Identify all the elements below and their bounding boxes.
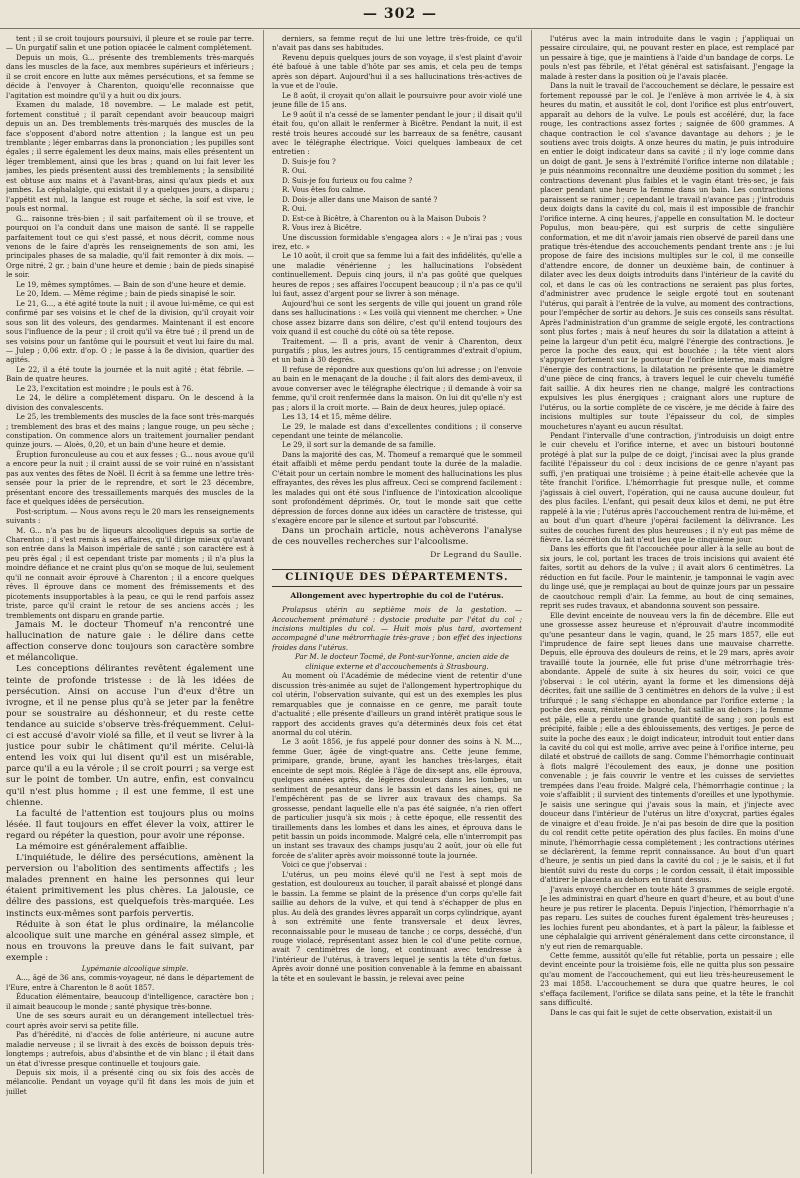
paragraph: Dans le cas qui fait le sujet de cette observation, existait-il un [550,1007,773,1017]
paragraph: Le 22, il a été toute la journée et la nuit agité ; état fébrile. — Bain de quatre heures. [6,364,254,384]
paragraph: Revenu depuis quelques jours de son voyage, il s'est plaint d'avoir été bafoué à une table d'hôte par ses amis, et cela peu de temps après son départ. Aujourd'hui il a ses hallucinations très-actives de la vue et de l'ouïe. [272,52,522,91]
paragraph: J'avais envoyé chercher en toute hâte 3 grammes de seigle ergoté. Je les administrai en quart d'heure en quart d'heure, et au bout d'une heure je pus retirer le placenta. Depuis l'injection, l'hémorrhagie n'a pas reparu. Les suites de couches furent également très-heureuses ; les lochies furent peu abondantes, et à part la pâleur, la faiblesse et une céphalalgie qui arrivent généralement dans cette circonstance, il n'y eut rien de remarquable. [540,884,794,951]
page-number: — 302 — [363,6,437,22]
paragraph: A..., âgé de 36 ans, commis-voyageur, né dans le département de l'Eure, entre à Charenton le 8 août 1857. [6,973,254,992]
paragraph: D. Dois-je aller dans une Maison de santé ? [282,194,438,204]
column-divider [531,30,532,1174]
paragraph: M. G... n'a pas bu de liqueurs alcooliques depuis sa sortie de Charenton ; il s'est remis à ses affaires, qu'il dirige mieux qu'avant son entrée dans la Maison impériale de santé ; son caractère est à peu près égal ; il est cependant triste par moments ; il n'a plus la moindre défiance et ne craint plus qu'on se moque de lui, seulement qu'il ne connait avoir éprouvé à Charenton ; il a encore quelques rêves. Il éprouve dans ce moment des frémissements et des picotements insupportables à la peau, ce qui le rend parfois assez triste, parce qu'il craint le retour de ses anciens accès ; les tremblements ont disparu en grande partie. [6,525,254,620]
paragraph: Aujourd'hui ce sont les sergents de ville qui jouent un grand rôle dans ses hallucinations : « Les voilà qui viennent me chercher. » Une chose assez bizarre dans son délire, c'est qu'il entend toujours des voix quand il est couché du côté où sa tête repose. [272,298,522,337]
paragraph: Dans la majorité des cas, M. Thomeuf a remarqué que le sommeil était affaibli et même perdu pendant toute la durée de la maladie. C'était pour un certain nombre le moment des hallucinations les plus effrayantes, des rêves les plus affreux. Ceci se comprend facilement : les malades qui ont été sous l'influence de l'intoxication alcoolique sont profondément déprimés. Or, tout le monde sait que cette dépression de forces donne aux idées un caractère de tristesse, qui s'exagère encore par le silence et surtout par l'obscurité. [272,449,522,526]
paragraph: Traitement. — Il a pris, avant de venir à Charenton, deux purgatifs ; plus, les autres jours, 15 centigrammes d'extrait d'opium, et un bain à 30 degrés. [272,336,522,365]
paragraph: l'utérus avec la main introduite dans le vagin ; j'appliquai un pessaire circulaire, qui, ne pouvant rester en place, est remplacé par un pessaire à tige, que je maintiens à l'aide d'un bandage de corps. Le pouls n'est pas fébrile, et l'état général est satisfaisant. J'engage la malade à rester dans la position où je l'avais placée. [540,34,794,81]
paragraph: Éducation élémentaire, beaucoup d'intelligence, caractère bon ; il aimait beaucoup le monde ; santé physique très-bonne. [6,992,254,1011]
paragraph: Le 9 août il n'a cessé de se lamenter pendant le jour ; il disait qu'il était fou, qu'on allait le renfermer à Bicêtre. Pendant la nuit, il est resté trois heures accoudé sur les barreaux de sa fenêtre, causant avec le télégraphe électrique. Voici quelques lambeaux de cet entretien : [272,109,522,157]
column-2 [272,34,522,1170]
paragraph: Le 25, les tremblements des muscles de la face sont très-marqués ; tremblement des bras et des mains ; langue rouge, un peu sèche ; constipation. On commence alors un traitement journalier pendant quinze jours. — Aloès, 0,20, et un bain d'une heure et demie. [6,412,254,450]
paragraph: derniers, sa femme reçut de lui une lettre très-froide, ce qu'il n'avait pas dans ses habitudes. [272,34,522,53]
paragraph: Dans les efforts que fit l'accouchée pour aller à la selle au bout de six jours, le col, portant les traces de trois incisions qui avaient été faites, sortit au dehors de la vulve ; il avait alors 6 centimètres. La réduction en fut facile. Pour le maintenir, je tamponnai le vagin avec du linge usé, que je remplaçai au bout de quinze jours par un pessaire de caoutchouc rempli d'air. La femme, au bout de cinq semaines, reprit ses rudes travaux, et abandonna souvent son pessaire. [540,544,794,611]
paragraph: Éruption furonculeuse au cou et aux fesses ; G... nous avoue qu'il a encore peur la nuit ; il craint aussi de se voir ruiné en n'assistant pas aux ventes des fêtes de Noël. Il écrit à sa femme une lettre très-sensée pour la prier de le reprendre, et sort le 23 décembre, présentant encore des tressaillements marqués des muscles de la face et quelques idées de persécution. [6,449,254,507]
paragraph: Voici ce que j'observai : [282,860,367,870]
paragraph: Le 21, G..., a été agité toute la nuit ; il avoue lui-même, ce qui est confirmé par ses voisins et le chef de la division, qu'il croyait voir sous son lit des voleurs, des gendarmes. Maintenant il est encore sous l'influence de la peur ; il croit qu'il va être tué ; il prend un de ses voisins pour un fantôme qui le poursuit et veut lui faire du mal. — Julep ; 0,06 extr. d'op. O ; le passe à la 8e division, quartier des agités. [6,298,254,365]
article-subtitle: Allongement avec hypertrophie du col de l'utérus. [290,590,504,600]
paragraph: Elle devint enceinte de nouveau vers la fin de décembre. Elle eut une grossesse assez heureuse et n'éprouvait d'autre incommodité qu'une pesanteur dans le vagin, quand, le 25 mars 1857, elle eut l'imprudence de faire sept lieues dans une mauvaise charrette. Depuis, elle éprouva des douleurs de reins, et le 29 mars, après avoir travaillé toute la journée, elle fut prise d'une métrorrhagie très-abondante. Appelé de suite à six heures du soir, voici ce que j'observai : le col utérin, ayant la forme et les dimensions déjà décrites, fait une saillie de 3 centimètres en dehors de la vulve ; il est trifurqué ; le sang s'échappe en abondance par l'orifice externe ; la poche des eaux, rénitente de bouche, fait saillie au dehors ; la femme est pâle, elle a perdu une grande quantité de sang ; son pouls est précipité, faible ; elle a des éblouissements, des vertiges. Je perce de suite la poche des eaux ; le doigt indicateur, introduit tout entier dans la cavité du col qui est molle, arrive avec peine à l'orifice interne, peu dilaté et obstrué de caillots de sang. Comme l'hémorrhagie continuait à flots malgré l'écoulement des eaux, je donne une position convenable ; je fais couvrir le ventre et les cuisses de serviettes trempées dans l'eau froide. Malgré cela, l'hémorrhagie continue ; la voie s'affaiblit ; il survient des tintements d'oreilles et une lypothymie. Je saisis une seringue qui j'avais sous la main, et j'injecte avec douceur dans l'intérieur de l'utérus un litre d'oxycrat, parties égales de vinaigre et d'eau froide. Je n'ai pas besoin de dire que la position du col rendit cette petite opération des plus faciles. En moins d'une minute, l'hémorrhagie cessa complétement ; les contractions utérines se déclarèrent, la femme reprit connaissance. Au bout d'un quart d'heure, je sentis un pied dans la cavité du col ; je le saisis, et il fut bientôt suivi du reste du corps ; le cordon cessait, il était impossible d'attirer le placenta au dehors en tirant dessus. [540,610,794,885]
paragraph: Le 19, mêmes symptômes. — Bain de son d'une heure et demie. [16,279,246,289]
page-header [0,2,800,29]
paragraph: Dans la nuit le travail de l'accouchement se déclare, le pessaire est fortement repoussé par le col. Je l'enlève à mon arrivée le 4, à six heures du matin, et aussitôt le col, dont l'orifice est plus entr'ouvert, apparaît au dehors de la vulve. Le pouls est accéléré, dur, la face rouge, les contractions assez fortes ; saignée de 600 grammes. A chaque contraction le col s'avance davantage au dehors ; je le soutiens avec trois doigts. A onze heures du matin, je puis introduire en entier le doigt indicateur dans sa cavité ; il n'y loge comme dans un doigt de gant. Je sens à l'extrémité l'orifice interne non dilatable ; je puis néanmoins reconnaître une deuxième position du sommet ; les contractions devenant plus faibles et le vagin étant très-sec, je fais placer pendant une heure la femme dans un bain. Les contractions paraissent se ranimer ; cependant le travail n'avance pas ; j'introduis deux doigts dans la cavité du col, mais il est impossible de franchir l'orifice interne. A cinq heures, j'appelle en consultation M. le docteur Populus, mon beau-père, qui est surpris de cette singulière conformation, et me dit n'avoir jamais rien observé de pareil dans une pratique très-étendue des accouchements pendant trente ans : je lui propose de faire des incisions multiples sur le col, il me conseille d'attendre encore, de donner un deuxième bain, de continuer à dilater avec les deux doigts introduits dans l'intérieur de la cavité du col, et dans le cas où les contractions ne seraient pas plus fortes, d'administrer avec prudence le seigle ergoté tout en soutenant l'utérus, qui paraît à l'entrée de la vulve, au moment des contractions, pour l'empêcher de sortir au dehors. Je suis ces conseils sans résultat. Après l'administration d'un gramme de seigle ergoté, les contractions sont plus fortes ; mais à neuf heures du soir la dilatation a atteint à peine la largeur d'un petit écu, malgré l'énergie des contractions. Je perce la poche des eaux, qui est bouchée ; la tête vient alors s'appuyer fortement sur le pourtour de l'orifice interne, mais malgré l'énergie des contractions, la dilatation ne présente que le diamètre d'une pièce de cinq francs, à travers lequel le cuir chevelu tuméfié fait saillie. A dix heures rien ne change, malgré les contractions expulsives les plus énergiques ; craignant alors une rupture de l'utérus, ou la sortie complète de ce viscère, je me décide à faire des incisions multiples sur toute l'épaisseur du col, de simples mouchetures n'ayant eu aucun résultat. [540,81,794,431]
paragraph: Il refuse de répondre aux questions qu'on lui adresse ; on l'envoie au bain en le menaçant de la douche ; il fait alors des demi-aveux, il avoue converser avec le télégraphe électrique ; il demande à voir sa femme, qu'il croit renfermée dans la maison. On lui dit qu'elle n'y est pas ; alors il la croit morte. — Bain de deux heures, julep opiacé. [272,364,522,412]
paragraph: La faculté de l'attention est toujours plus ou moins lésée. Il faut toujours en effet élever la voix, attirer le regard ou répéter la question, pour avoir une réponse. [6,808,254,841]
paragraph: La mémoire est généralement affaiblie. [16,841,188,852]
paragraph: Cette femme, aussitôt qu'elle fut rétablie, porta un pessaire ; elle devint enceinte pour la troisième fois, elle ne quitta plus son pessaire qu'au moment de l'accouchement, qui eut lieu très-heureusement le 23 mai 1858. L'accouchement se dura que quatre heures, le col s'effaça facilement, l'orifice se dilata sans peine, et la tête le franchit sans difficulté. [540,950,794,1008]
paragraph: L'inquiétude, le délire des persécutions, amènent la perversion ou l'abolition des sentiments affectifs ; les malades prennent en haine les personnes qui leur étaient primitivement les plus chères. La jalousie, ce délire des passions, est quelquefois très-marquée. Les instincts eux-mêmes sont parfois pervertis. [6,853,254,919]
paragraph: Au moment où l'Académie de médecine vient de retentir d'une discussion très-animée au sujet de l'allongement hypertrophique du col utérin, l'observation suivante, qui est un des exemples les plus remarquables que je connaisse en ce genre, me paraît toute d'actualité ; elle présente d'ailleurs un grand intérêt pratique sous le rapport des accidents graves qu'a déterminés deux fois cet état anormal du col utérin. [272,671,522,737]
paragraph: Le 10 août, il croit que sa femme lui a fait des infidélités, qu'elle a une maladie vénérienne ; les hallucinations l'obsèdent continuellement. Depuis cinq jours, il n'a pas goûté que quelques heures de repos ; ses affaires l'occupent beaucoup ; il n'a pas ce qu'il lui faut, assez d'argent pour se livrer à son ménage. [272,251,522,299]
paragraph: D. Suis-je fou ? [282,156,336,166]
paragraph: Les 13, 14 et 15, même délire. [282,412,392,422]
column-3 [540,34,794,1170]
paragraph: Les conceptions délirantes revêtent également une teinte de profonde tristesse : de là les idées de persécution. Ainsi on accuse l'un d'eux d'être un ivrogne, et il ne pense plus qu'à se jeter par la fenêtre pour se soustraire au déshonneur, et du reste cette tendance au suicide s'observe très-fréquemment. Celui-ci est accusé d'avoir violé sa fille, et il veut se livrer à la justice pour subir le châtiment qu'il mérite. Celui-là entend les voix qui lui disent qu'il est un misérable, parce qu'il a eu la vérole ; il se croit pourri ; sa verge est sur le point de tomber. Un autre, enfin, est convaincu qu'il n'est plus homme ; il est une femme, il est une chienne. [6,664,254,808]
paragraph: Réduite à son état le plus ordinaire, la mélancolie alcoolique suit une marche en général assez simple, et nous en trouvons la preuve dans le fait suivant, par exemple : [6,919,254,963]
paragraph: Le 20, Idem. — Même régime ; bain de pieds sinapisé le soir. [16,289,236,299]
section-heading: CLINIQUE DES DÉPARTEMENTS. [272,569,522,586]
paragraph: D. Suis-je fou furieux ou fou calme ? [282,175,413,185]
paragraph: Une discussion formidable s'engagea alors : « Je n'irai pas ; vous irez, etc. » [272,232,522,251]
paragraph: Lypémanie alcoolique simple. [81,964,189,973]
paragraph: Le 29, il sort sur la demande de sa famille. [282,440,436,450]
paragraph: Pendant l'intervalle d'une contraction, j'introduisis un doigt entre le cuir chevelu et l'orifice interne, et avec un bistouri boutonné protégé à plat sur la pulpe de ce doigt, j'incisai avec la plus grande facilité l'épaisseur du col : deux incisions de ce genre n'ayant pas suffi, j'en pratiquai une troisième ; à peine était-elle achevée que la tête franchit l'orifice. L'hémorrhagie fut presque nulle, et comme j'agissais à ciel ouvert, l'opération, qui ne causa aucune douleur, fut des plus faciles. L'enfant, qui pesait deux kilos et demi, ne put être rappelé à la vie ; l'utérus après l'accouchement rentra de lui-même, et au bout d'un quart d'heure j'opérai facilement la délivrance. Les suites de couches furent des plus heureuses ; il n'y eut pas même de fièvre. La sécrétion du lait n'eut lieu que le cinquième jour. [540,431,794,545]
author-signature: Dr Legrand du Saulle. [430,549,522,559]
paragraph: D. Est-ce à Bicêtre, à Charenton ou à la Maison Dubois ? [282,213,487,223]
paragraph: Dans un prochain article, nous achèverons l'analyse de ces nouvelles recherches sur l'alcoolisme. [272,525,522,547]
column-1 [6,34,254,1170]
paragraph: Depuis six mois, il a présenté cinq ou six fois des accès de mélancolie. Pendant un voyage qu'il fit dans les mois de juin et juillet [6,1067,254,1096]
paragraph: Examen du malade, 18 novembre. — Le malade est petit, fortement constitué ; il paraît cependant avoir beaucoup maigri depuis un an. Des tremblements très-marqués des muscles de la face s'opposent d'abord notre attention ; la langue est un peu tremblante ; léger embarras dans la prononciation ; les pupilles sont égales ; il serre également les deux mains, mais elles présentent un léger tremblement, ainsi que les bras ; quand on lui fait lever les jambes, les pieds présentent aussi des tremblements ; la sensibilité est obtuse aux mains et à l'avant-bras, ainsi qu'aux pieds et aux jambes. La céphalalgie, qui existait il y a quelques jours, a disparu ; l'appétit est nul, la langue est rouge et sèche, la soif est vive, le pouls est normal. [6,100,254,214]
article-summary: Prolapsus utérin au septième mois de la gestation. — Accouchement prématuré : dystocie produite par l'état du col ; incisions multiples du col. — Huit mois plus tard, avortement accompagné d'une métrorrhagie très-grave ; bon effet des injections froides dans l'utérus. [272,605,522,652]
paragraph: Le 3 août 1856, je fus appelé pour donner des soins à N. M..., femme Guer, âgée de vingt-quatre ans. Cette jeune femme, primipare, grande, brune, ayant les hanches très-larges, était enceinte de sept mois. Réglée à l'âge de dix-sept ans, elle éprouva, quelques années après, de légères douleurs dans les lombes, un sentiment de pesanteur dans le bassin et dans les aines, qui ne l'empêchèrent pas de se livrer aux travaux des champs. Sa grossesse, pendant laquelle elle n'a pas été saignée, n'a rien offert de particulier jusqu'à six mois ; à cette époque, elle ressentit des tiraillements dans les lombes et dans les aines, et éprouva dans le petit bassin un poids incommode. Malgré cela, elle n'interrompit pas un instant ses travaux des champs jusqu'au 2 août, jour où elle fut forcée de s'aliter après avoir moissonné toute la journée. [272,737,522,860]
column-divider [263,30,264,1174]
paragraph: L'utérus, un peu moins élevé qu'il ne l'est à sept mois de gestation, est douloureux au toucher, il paraît abaissé et plongé dans le bassin. La femme se plaint de la présence d'un corps qu'elle fait saillie au dehors de la vulve, et qui tend à s'échapper de plus en plus. Au delà des grandes lèvres apparaît un corps cylindrique, ayant à son extrémité une fente transversale et deux lèvres, reconnaissable pour le museau de tanche ; ce corps, desséché, d'un rouge violacé, représentant assez bien le col d'une petite cornue, avait 7 centimètres de long, et continuant avec tendresse à l'intérieur de l'utérus, à travers lequel je sentis la tête d'un fœtus. Après avoir donné une position convenable à la femme en abaissant la tête et en soulevant le bassin, je relevai avec peine [272,869,522,983]
paragraph: R. Vous êtes fou calme. [282,185,366,195]
paragraph: Le 23, l'excitation est moindre ; le pouls est à 76. [16,383,194,393]
paragraph: Post-scriptum. — Nous avons reçu le 20 mars les renseignements suivants : [6,506,254,526]
paragraph: R. Oui. [282,204,307,214]
paragraph: Depuis un mois, G... présente des tremblements très-marqués dans les muscles de la face, aux membres supérieurs et inférieurs ; il se croit encore en lutte aux mêmes persécutions, et sa femme se décide à l'envoyer à Charenton, quoiqu'elle reconnaisse que l'agitation est moindre qu'il y a huit ou dix jours. [6,52,254,100]
paragraph: Jamais M. le docteur Thomeuf n'a rencontré une hallucination de nature gaie : le délire dans cette affection conserve donc toujours son caractère sombre et mélancolique. [6,620,254,664]
paragraph: R. Oui. [282,166,307,176]
paragraph: Pas d'hérédité, ni d'accès de folie antérieure, ni aucune autre maladie nerveuse ; il se livrait à des excès de boisson depuis très-longtemps ; autrefois, abus d'absinthe et de vin blanc ; il était dans un état d'ivresse presque continuelle et toujours gaie. [6,1030,254,1068]
paragraph: Le 8 août, il croyait qu'on allait le poursuivre pour avoir violé une jeune fille de 15 ans. [272,90,522,110]
paragraph: Le 29, le malade est dans d'excellentes conditions ; il conserve cependant une teinte de mélancolie. [272,421,522,441]
paragraph: G... raisonne très-bien ; il sait parfaitement où il se trouve, et pourquoi on l'a conduit dans une maison de santé. Il se rappelle parfaitement tout ce qui s'est passé, et nous décrit, comme nous venons de le faire d'après les renseignements de son ami, les principales phases de sa maladie, qu'il fait remonter à dix mois. — Orge nitré, 2 gr. ; bain d'une heure et demie ; bain de pieds sinapisé le soir. [6,213,254,280]
paragraph: R. Vous irez à Bicêtre. [282,223,362,233]
paragraph: tent ; il se croit toujours poursuivi, il pleure et se roule par terre. — Un purgatif salin et une potion opiacée le calment complétement. [6,34,254,53]
paragraph: Le 24, le délire a complétement disparu. On le descend à la division des convalescents. [6,393,254,412]
article-byline: Par M. le docteur Tocmé, de Pont-sur-Yonne, ancien aide de clinique externe et d'accouchements à Strasbourg. [295,652,509,671]
paragraph: Une de ses sœurs aurait eu un dérangement intellectuel très-court après avoir servi sa petite fille. [6,1011,254,1030]
